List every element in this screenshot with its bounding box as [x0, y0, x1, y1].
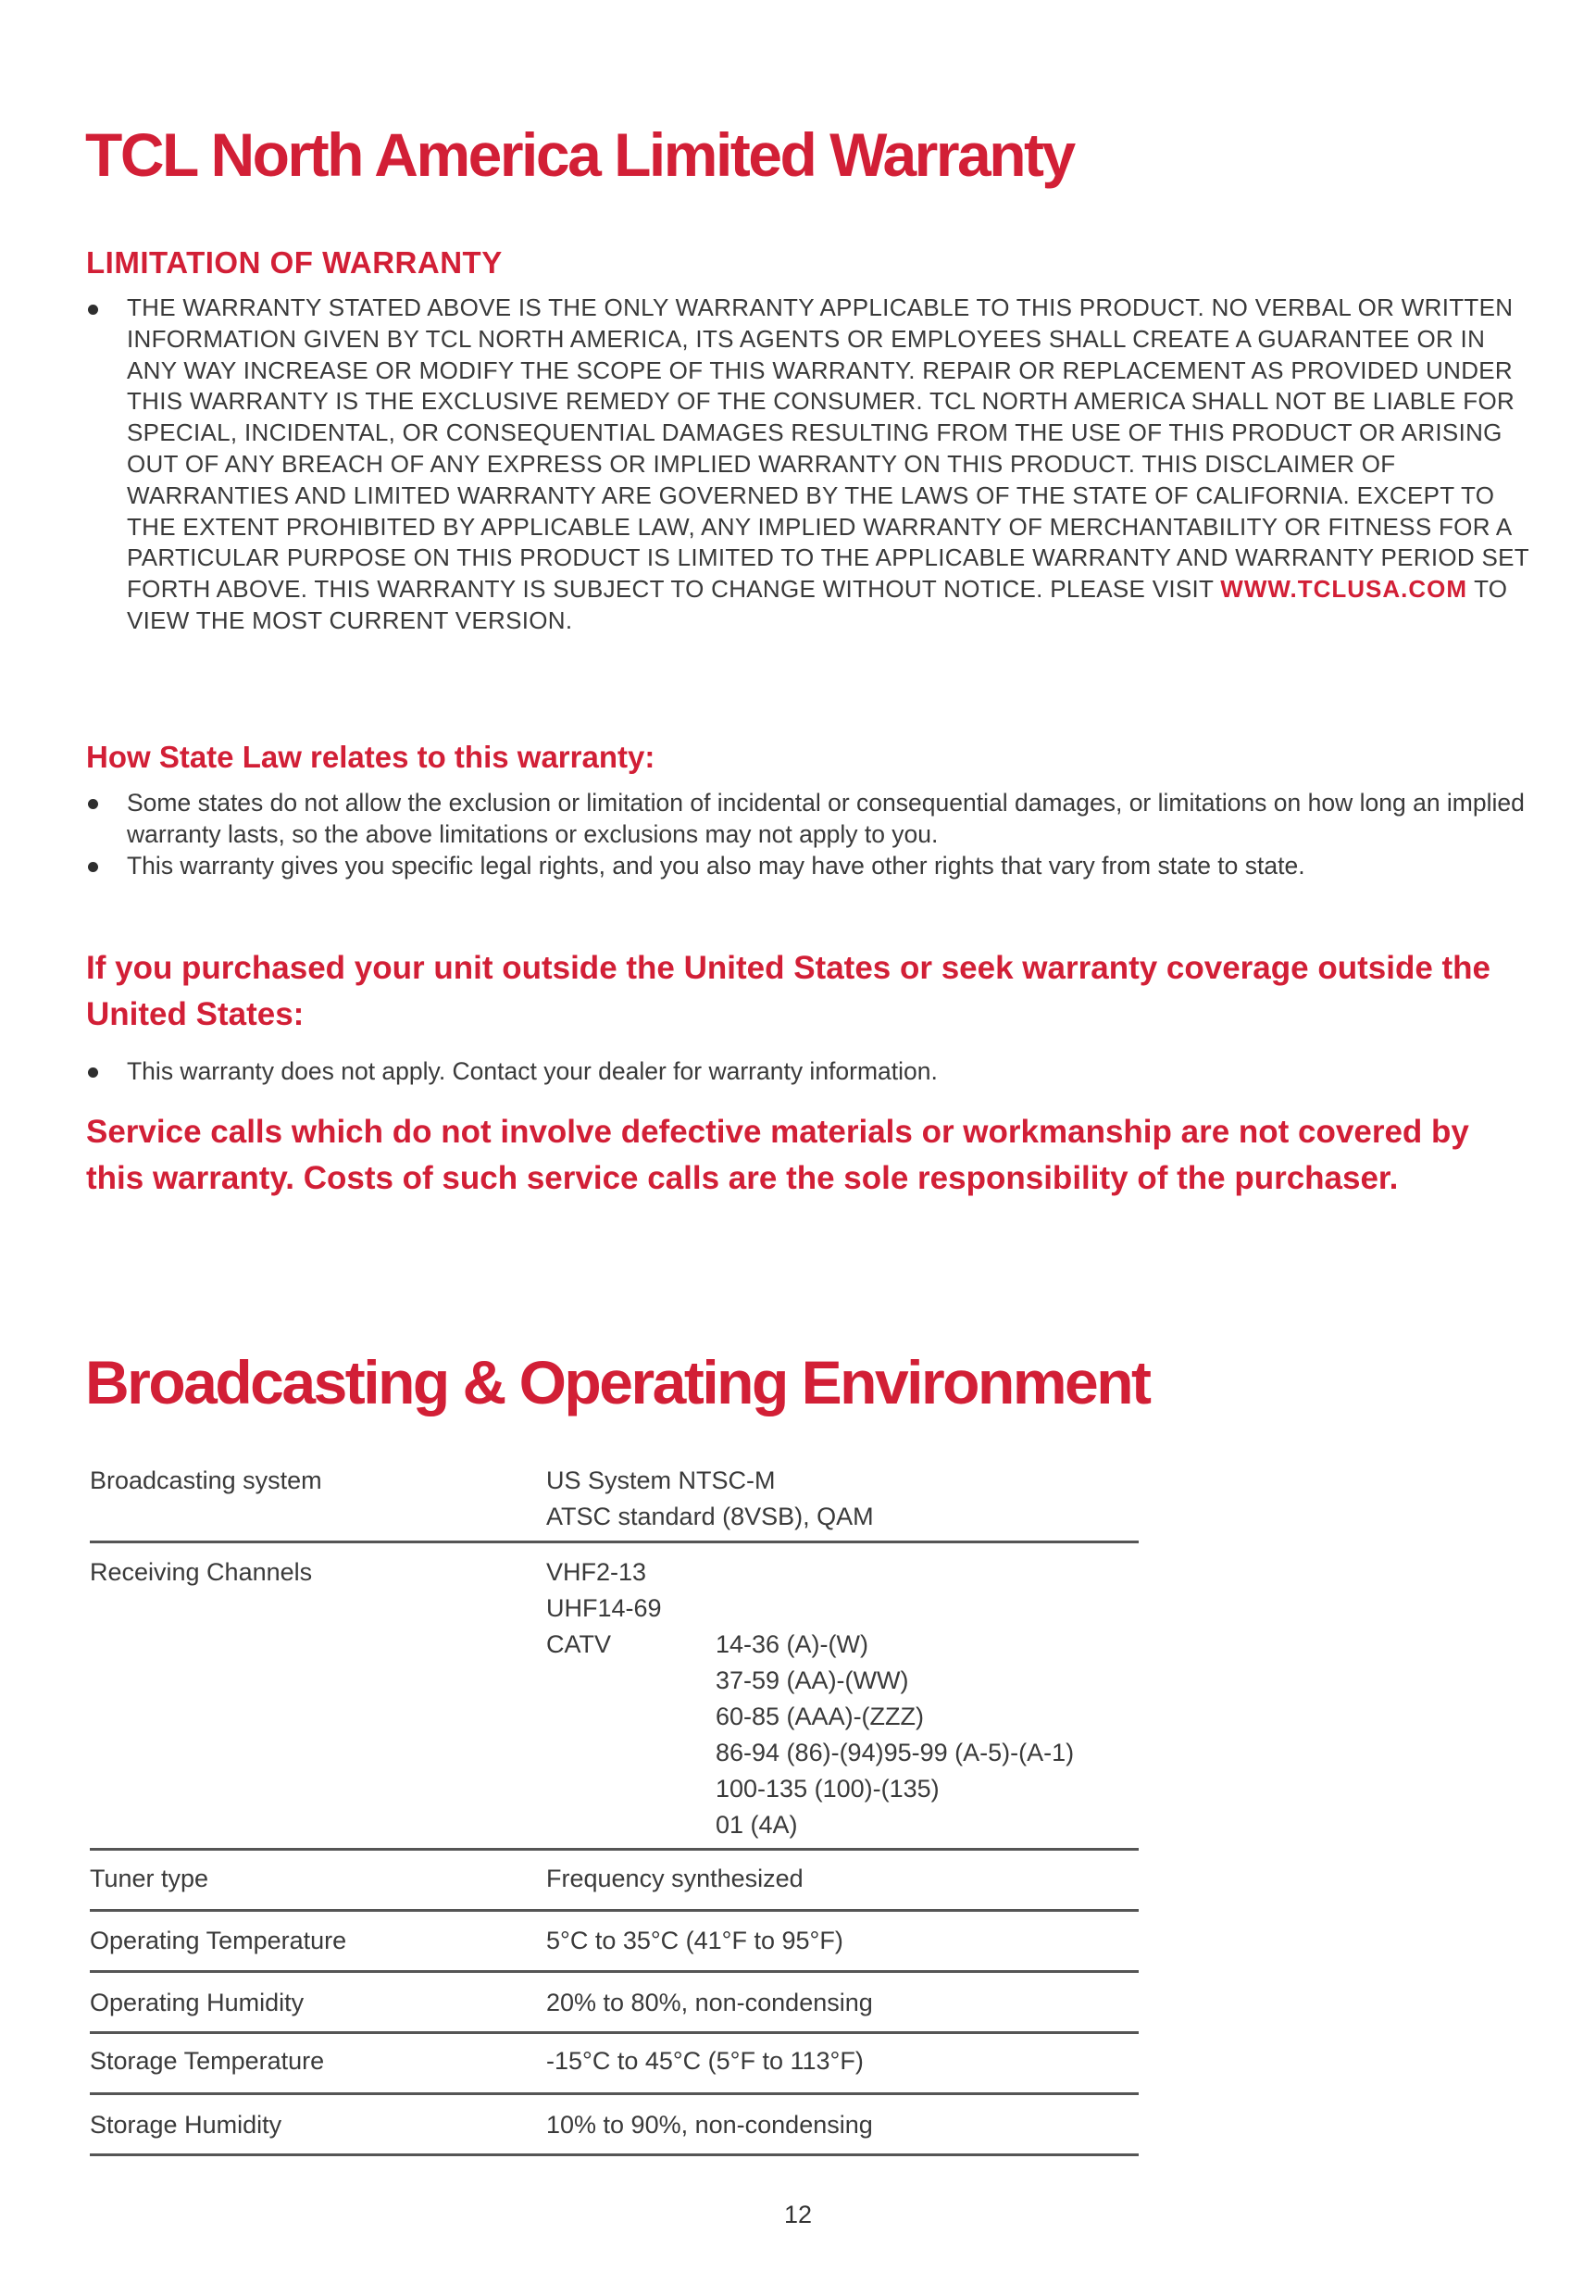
catv-range: 86-94 (86)-(94)95-99 (A-5)-(A-1) — [716, 1739, 1075, 1766]
table-row — [90, 1912, 1139, 1973]
limitation-heading: LIMITATION OF WARRANTY — [86, 245, 503, 280]
list-item — [86, 1055, 1530, 1087]
outside-us-heading: If you purchased your unit outside the United States or seek warranty coverage outside the United States: — [86, 950, 1491, 1032]
outside-us-item-text: This warranty does not apply. Contact your dealer for warranty information. — [127, 1057, 938, 1085]
spec-value: 20% to 80%, non-condensing — [546, 1989, 873, 2016]
bullet-icon — [88, 305, 98, 315]
spec-label: Operating Humidity — [90, 1989, 305, 2016]
state-law-heading: How State Law relates to this warranty: — [86, 740, 655, 774]
spec-label: Tuner type — [90, 1865, 209, 1892]
table-row — [90, 1543, 1139, 1851]
spec-value: US System NTSC-M — [546, 1466, 776, 1494]
limitation-text-end: TO VIEW THE MOST CURRENT VERSION. — [127, 575, 1508, 634]
state-law-item-text: This warranty gives you specific legal rights, and you also may have other rights that vary from state to state. — [127, 852, 1305, 880]
catv-range: 01 (4A) — [716, 1811, 798, 1839]
spec-value: 10% to 90%, non-condensing — [546, 2111, 873, 2139]
table-row — [90, 1454, 1139, 1543]
spec-value: 5°C to 35°C (41°F to 95°F) — [546, 1927, 843, 1954]
bullet-icon — [88, 1067, 98, 1078]
spec-label: Receiving Channels — [90, 1558, 313, 1586]
spec-value: -15°C to 45°C (5°F to 113°F) — [546, 2047, 864, 2075]
spec-value: CATV — [546, 1630, 612, 1658]
catv-range: 100-135 (100)-(135) — [716, 1775, 940, 1803]
list-item — [86, 850, 1530, 881]
list-item — [86, 293, 1530, 637]
limitation-text: THE WARRANTY STATED ABOVE IS THE ONLY WARRANTY APPLICABLE TO THIS PRODUCT. NO VERBAL OR WRITTEN INFORMATION GIVEN BY TCL NORTH AMERICA, ITS AGENTS OR EMPLOYEES SHALL CREATE A GUARANTEE OR IN ANY WAY INCREASE OR MODIFY THE SCOPE OF THIS WARRANTY. REPAIR OR REPLACEMENT AS PROVIDED UNDER THIS WARRANTY IS THE EXCLUSIVE REMEDY OF THE CONSUMER. TCL NORTH AMERICA SHALL NOT BE LIABLE FOR SPECIAL, INCIDENTAL, OR CONSEQUENTIAL DAMAGES RESULTING FROM THE USE OF THIS PRODUCT OR ARISING OUT OF ANY BREACH OF ANY EXPRESS OR IMPLIED WARRANTY ON THIS PRODUCT. THIS DISCLAIMER OF WARRANTIES AND LIMITED WARRANTY ARE GOVERNED BY THE LAWS OF THE STATE OF CALIFORNIA. EXCEPT TO THE EXTENT PROHIBITED BY APPLICABLE LAW, ANY IMPLIED WARRANTY OF MERCHANTABILITY OR FITNESS FOR A PARTICULAR PURPOSE ON THIS PRODUCT IS LIMITED TO THE APPLICABLE WARRANTY AND WARRANTY PERIOD SET FORTH ABOVE. THIS WARRANTY IS SUBJECT TO CHANGE WITHOUT NOTICE. PLEASE VISIT — [127, 293, 1529, 604]
state-law-list — [86, 787, 1530, 881]
warranty-title: TCL North America Limited Warranty — [85, 120, 1074, 189]
page-number: 12 — [783, 2201, 813, 2228]
state-law-item-text: Some states do not allow the exclusion or limitation of incidental or consequential damages, or limitations on how long an implied warranty lasts, so the above limitations or exclusions may not apply to you. — [127, 789, 1525, 848]
spec-label: Broadcasting system — [90, 1466, 322, 1494]
spec-value: UHF14-69 — [546, 1594, 662, 1622]
bullet-icon — [88, 799, 98, 809]
service-calls-note: Service calls which do not involve defective materials or workmanship are not covered by this warranty. Costs of such service calls are the sole responsibility of the purchaser. — [86, 1114, 1469, 1196]
spec-label: Operating Temperature — [90, 1927, 347, 1954]
tclusa-link[interactable]: WWW.TCLUSA.COM — [1220, 575, 1468, 604]
bullet-icon — [88, 862, 98, 872]
table-row — [90, 2034, 1139, 2095]
catv-range: 37-59 (AA)-(WW) — [716, 1666, 909, 1694]
table-row — [90, 1851, 1139, 1912]
spec-value: Frequency synthesized — [546, 1865, 804, 1892]
outside-us-list — [86, 1055, 1530, 1087]
table-row — [90, 1973, 1139, 2034]
catv-range: 14-36 (A)-(W) — [716, 1630, 869, 1658]
limitation-list — [86, 293, 1530, 637]
spec-label: Storage Humidity — [90, 2111, 282, 2139]
spec-label: Storage Temperature — [90, 2047, 325, 2075]
spec-value: ATSC standard (8VSB), QAM — [546, 1503, 874, 1530]
list-item — [86, 787, 1530, 850]
specs-table — [90, 1454, 1139, 2156]
table-row — [90, 2095, 1139, 2156]
environment-title: Broadcasting & Operating Environment — [85, 1348, 1150, 1416]
catv-range: 60-85 (AAA)-(ZZZ) — [716, 1703, 925, 1730]
spec-value: VHF2-13 — [546, 1558, 647, 1586]
